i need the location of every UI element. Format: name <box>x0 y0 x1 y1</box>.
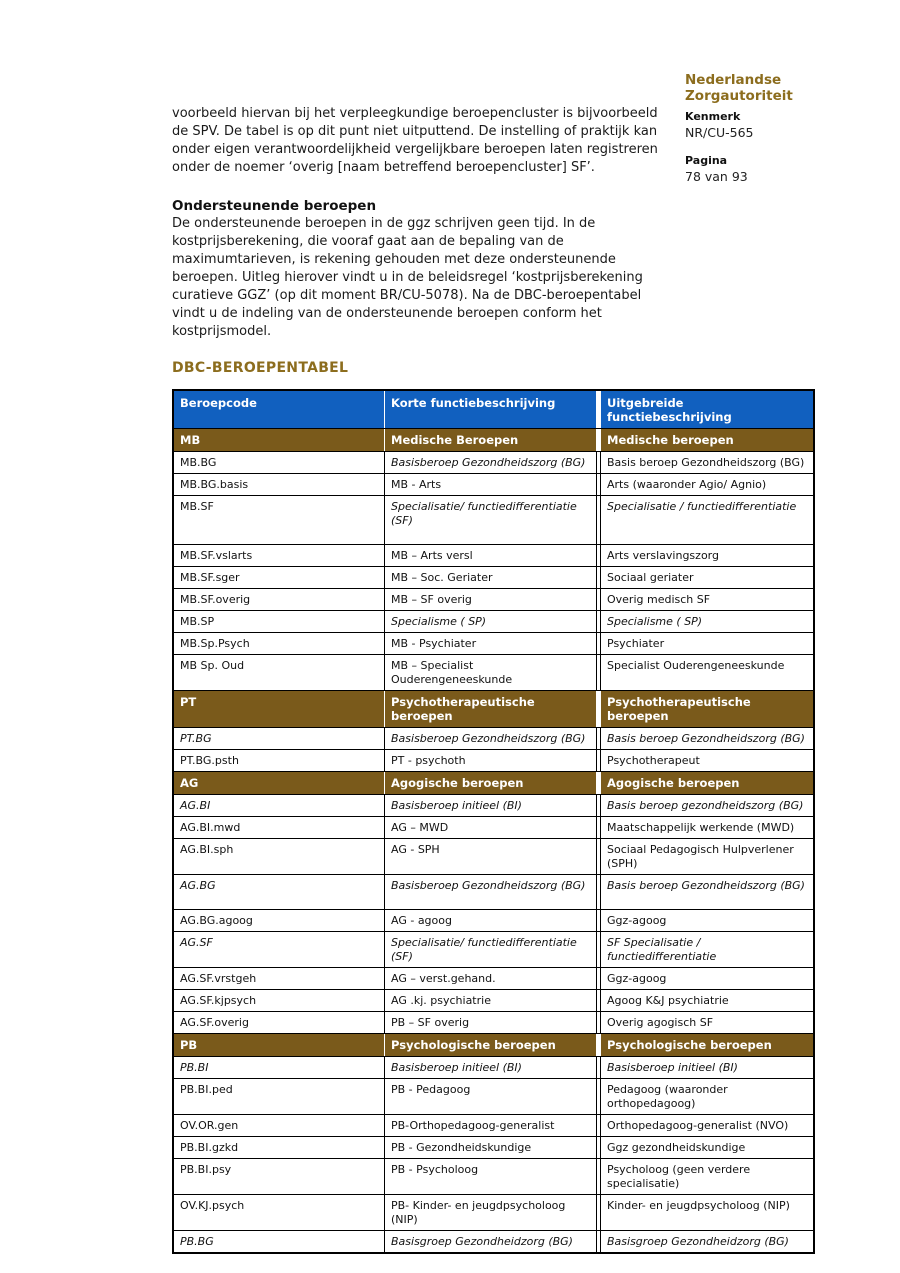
table-cell: PB- Kinder- en jeugdpsycholoog (NIP) <box>385 1195 597 1230</box>
table-row <box>174 875 813 910</box>
table-cell: MB – Arts versl <box>385 545 597 566</box>
table-cell: Ggz gezondheidskundige <box>600 1137 813 1158</box>
table-section-row <box>174 772 813 795</box>
table-cell: PT.BG.psth <box>174 750 385 771</box>
table-cell: AG.SF.kjpsych <box>174 990 385 1011</box>
table-cell: Basisberoep initieel (BI) <box>385 1057 597 1078</box>
table-cell: Medische Beroepen <box>385 429 597 451</box>
table-cell: Kinder- en jeugdpsycholoog (NIP) <box>600 1195 813 1230</box>
table-cell: MB.Sp.Psych <box>174 633 385 654</box>
table-row <box>174 817 813 839</box>
table-cell: PB.BG <box>174 1231 385 1252</box>
table-cell: Psychotherapeutische beroepen <box>385 691 597 727</box>
table-cell: PB - Pedagoog <box>385 1079 597 1114</box>
table-row <box>174 567 813 589</box>
table-header-row <box>174 391 813 429</box>
table-cell: MB.SF <box>174 496 385 544</box>
table-cell: Sociaal geriater <box>600 567 813 588</box>
table-cell: Overig medisch SF <box>600 589 813 610</box>
table-section-row <box>174 1034 813 1057</box>
table-cell: Basis beroep Gezondheidszorg (BG) <box>600 875 813 909</box>
table-row <box>174 910 813 932</box>
table-row <box>174 990 813 1012</box>
table-cell: MB.BG.basis <box>174 474 385 495</box>
table-cell: Ggz-agoog <box>600 968 813 989</box>
table-cell: AG .kj. psychiatrie <box>385 990 597 1011</box>
table-cell: Basisberoep Gezondheidszorg (BG) <box>385 875 597 909</box>
table-cell: PT.BG <box>174 728 385 749</box>
table-cell: PB-Orthopedagoog-generalist <box>385 1115 597 1136</box>
table-cell: OV.OR.gen <box>174 1115 385 1136</box>
table-cell: Agogische beroepen <box>600 772 813 794</box>
table-cell: Psychiater <box>600 633 813 654</box>
table-cell: Specialisatie / functiedifferentiatie <box>600 496 813 544</box>
table-row <box>174 545 813 567</box>
table-cell: MB <box>174 429 385 451</box>
table-cell: PB <box>174 1034 385 1056</box>
table-cell: PB.BI <box>174 1057 385 1078</box>
table-row <box>174 1115 813 1137</box>
table-row <box>174 795 813 817</box>
table-cell: MB - Arts <box>385 474 597 495</box>
table-cell: Maatschappelijk werkende (MWD) <box>600 817 813 838</box>
table-heading-dbc-beroepentabel: DBC-BEROEPENTABEL <box>172 360 349 376</box>
table-row <box>174 728 813 750</box>
intro-paragraph: voorbeeld hiervan bij het verpleegkundige beroepencluster is bijvoorbeeld de SPV. De tabel is op dit punt niet uitputtend. De instelling of praktijk kan onder eigen verantwoordelijkheid vergelijkbare beroepen laten registreren onder de noemer ‘overig [naam betreffend beroepencluster] SF’. <box>172 106 658 175</box>
table-row <box>174 1057 813 1079</box>
table-cell: PB - Psycholoog <box>385 1159 597 1194</box>
nza-logo-text: Nederlandse Zorgautoriteit <box>685 72 793 104</box>
table-cell: Specialisatie/ functiedifferentiatie (SF) <box>385 496 597 544</box>
table-row <box>174 750 813 772</box>
table-row <box>174 452 813 474</box>
table-cell: MB.SF.vslarts <box>174 545 385 566</box>
meta-kenmerk-label: Kenmerk <box>685 110 741 123</box>
table-cell: Psychotherapeutische beroepen <box>600 691 813 727</box>
table-cell: Psychotherapeut <box>600 750 813 771</box>
table-cell: AG.SF <box>174 932 385 967</box>
table-cell: AG.BG.agoog <box>174 910 385 931</box>
table-cell: Arts verslavingszorg <box>600 545 813 566</box>
table-cell: Psychologische beroepen <box>600 1034 813 1056</box>
table-cell: AG.BG <box>174 875 385 909</box>
table-cell: Arts (waaronder Agio/ Agnio) <box>600 474 813 495</box>
table-cell: MB.SF.sger <box>174 567 385 588</box>
table-section-row <box>174 429 813 452</box>
section-heading-ondersteunende-beroepen: Ondersteunende beroepen <box>172 198 377 214</box>
table-cell: Sociaal Pedagogisch Hulpverlener (SPH) <box>600 839 813 874</box>
table-row <box>174 1012 813 1034</box>
table-section-row <box>174 691 813 728</box>
table-cell: Psycholoog (geen verdere specialisatie) <box>600 1159 813 1194</box>
table-cell: AG – MWD <box>385 817 597 838</box>
table-cell: AG – verst.gehand. <box>385 968 597 989</box>
table-row <box>174 655 813 691</box>
meta-pagina-label: Pagina <box>685 154 728 167</box>
table-cell: MB Sp. Oud <box>174 655 385 690</box>
main-content <box>172 105 815 1254</box>
column-header-uitgebreide-functiebeschrijving: Uitgebreide functiebeschrijving <box>600 391 813 428</box>
table-cell: MB.SP <box>174 611 385 632</box>
table-cell: Basis beroep Gezondheidszorg (BG) <box>600 452 813 473</box>
table-row <box>174 1231 813 1252</box>
table-cell: MB – Specialist Ouderengeneeskunde <box>385 655 597 690</box>
table-cell: MB.SF.overig <box>174 589 385 610</box>
column-header-korte-functiebeschrijving: Korte functiebeschrijving <box>385 391 597 428</box>
table-cell: AG.BI <box>174 795 385 816</box>
table-cell: Medische beroepen <box>600 429 813 451</box>
table-cell: Basisberoep initieel (BI) <box>600 1057 813 1078</box>
table-row <box>174 932 813 968</box>
table-row <box>174 611 813 633</box>
table-cell: PT - psychoth <box>385 750 597 771</box>
table-cell: MB – SF overig <box>385 589 597 610</box>
table-cell: Specialisatie/ functiedifferentiatie (SF) <box>385 932 597 967</box>
table-row <box>174 1159 813 1195</box>
table-cell: MB - Psychiater <box>385 633 597 654</box>
table-cell: AG.SF.overig <box>174 1012 385 1033</box>
table-cell: Agoog K&J psychiatrie <box>600 990 813 1011</box>
table-cell: Basis beroep gezondheidszorg (BG) <box>600 795 813 816</box>
table-cell: PB.BI.gzkd <box>174 1137 385 1158</box>
table-cell: AG.SF.vrstgeh <box>174 968 385 989</box>
table-cell: Agogische beroepen <box>385 772 597 794</box>
table-row <box>174 839 813 875</box>
table-cell: MB – Soc. Geriater <box>385 567 597 588</box>
table-cell: Basisberoep Gezondheidszorg (BG) <box>385 452 597 473</box>
table-cell: Basis beroep Gezondheidszorg (BG) <box>600 728 813 749</box>
table-row <box>174 589 813 611</box>
table-cell: AG.BI.mwd <box>174 817 385 838</box>
table-cell: AG - SPH <box>385 839 597 874</box>
table-row <box>174 1079 813 1115</box>
table-cell: Basisgroep Gezondheidzorg (BG) <box>600 1231 813 1252</box>
table-cell: Basisberoep initieel (BI) <box>385 795 597 816</box>
table-cell: Orthopedagoog-generalist (NVO) <box>600 1115 813 1136</box>
table-row <box>174 496 813 545</box>
table-row <box>174 1137 813 1159</box>
table-cell: PB.BI.psy <box>174 1159 385 1194</box>
table-cell: AG <box>174 772 385 794</box>
dbc-beroepentabel <box>172 389 815 1254</box>
table-row <box>174 474 813 496</box>
table-cell: OV.KJ.psych <box>174 1195 385 1230</box>
table-cell: MB.BG <box>174 452 385 473</box>
table-cell: Ggz-agoog <box>600 910 813 931</box>
meta-kenmerk-value: NR/CU-565 <box>685 125 754 140</box>
table-cell: SF Specialisatie / functiedifferentiatie <box>600 932 813 967</box>
table-row <box>174 1195 813 1231</box>
table-row <box>174 633 813 655</box>
table-cell: AG.BI.sph <box>174 839 385 874</box>
table-cell: PB.BI.ped <box>174 1079 385 1114</box>
table-cell: Pedagoog (waaronder orthopedagoog) <box>600 1079 813 1114</box>
table-cell: Specialist Ouderengeneeskunde <box>600 655 813 690</box>
table-cell: Basisberoep Gezondheidszorg (BG) <box>385 728 597 749</box>
meta-pagina-value: 78 van 93 <box>685 169 748 184</box>
table-cell: PT <box>174 691 385 727</box>
table-body <box>174 429 813 1252</box>
table-cell: PB - Gezondheidskundige <box>385 1137 597 1158</box>
table-cell: Basisgroep Gezondheidzorg (BG) <box>385 1231 597 1252</box>
table-cell: Overig agogisch SF <box>600 1012 813 1033</box>
table-cell: Specialisme ( SP) <box>600 611 813 632</box>
table-cell: AG - agoog <box>385 910 597 931</box>
table-cell: Specialisme ( SP) <box>385 611 597 632</box>
table-cell: Psychologische beroepen <box>385 1034 597 1056</box>
table-cell: PB – SF overig <box>385 1012 597 1033</box>
table-row <box>174 968 813 990</box>
column-header-beroepcode: Beroepcode <box>174 391 385 428</box>
section-paragraph: De ondersteunende beroepen in de ggz schrijven geen tijd. In de kostprijsberekening, die vooraf gaat aan de bepaling van de maximumtarieven, is rekening gehouden met deze ondersteunende beroepen. Uitleg hierover vindt u in de beleidsregel ‘kostprijsberekening curatieve GGZ’ (op dit moment BR/CU-5078). Na de DBC-beroepentabel vindt u de indeling van de ondersteunende beroepen conform het kostprijsmodel. <box>172 216 643 339</box>
